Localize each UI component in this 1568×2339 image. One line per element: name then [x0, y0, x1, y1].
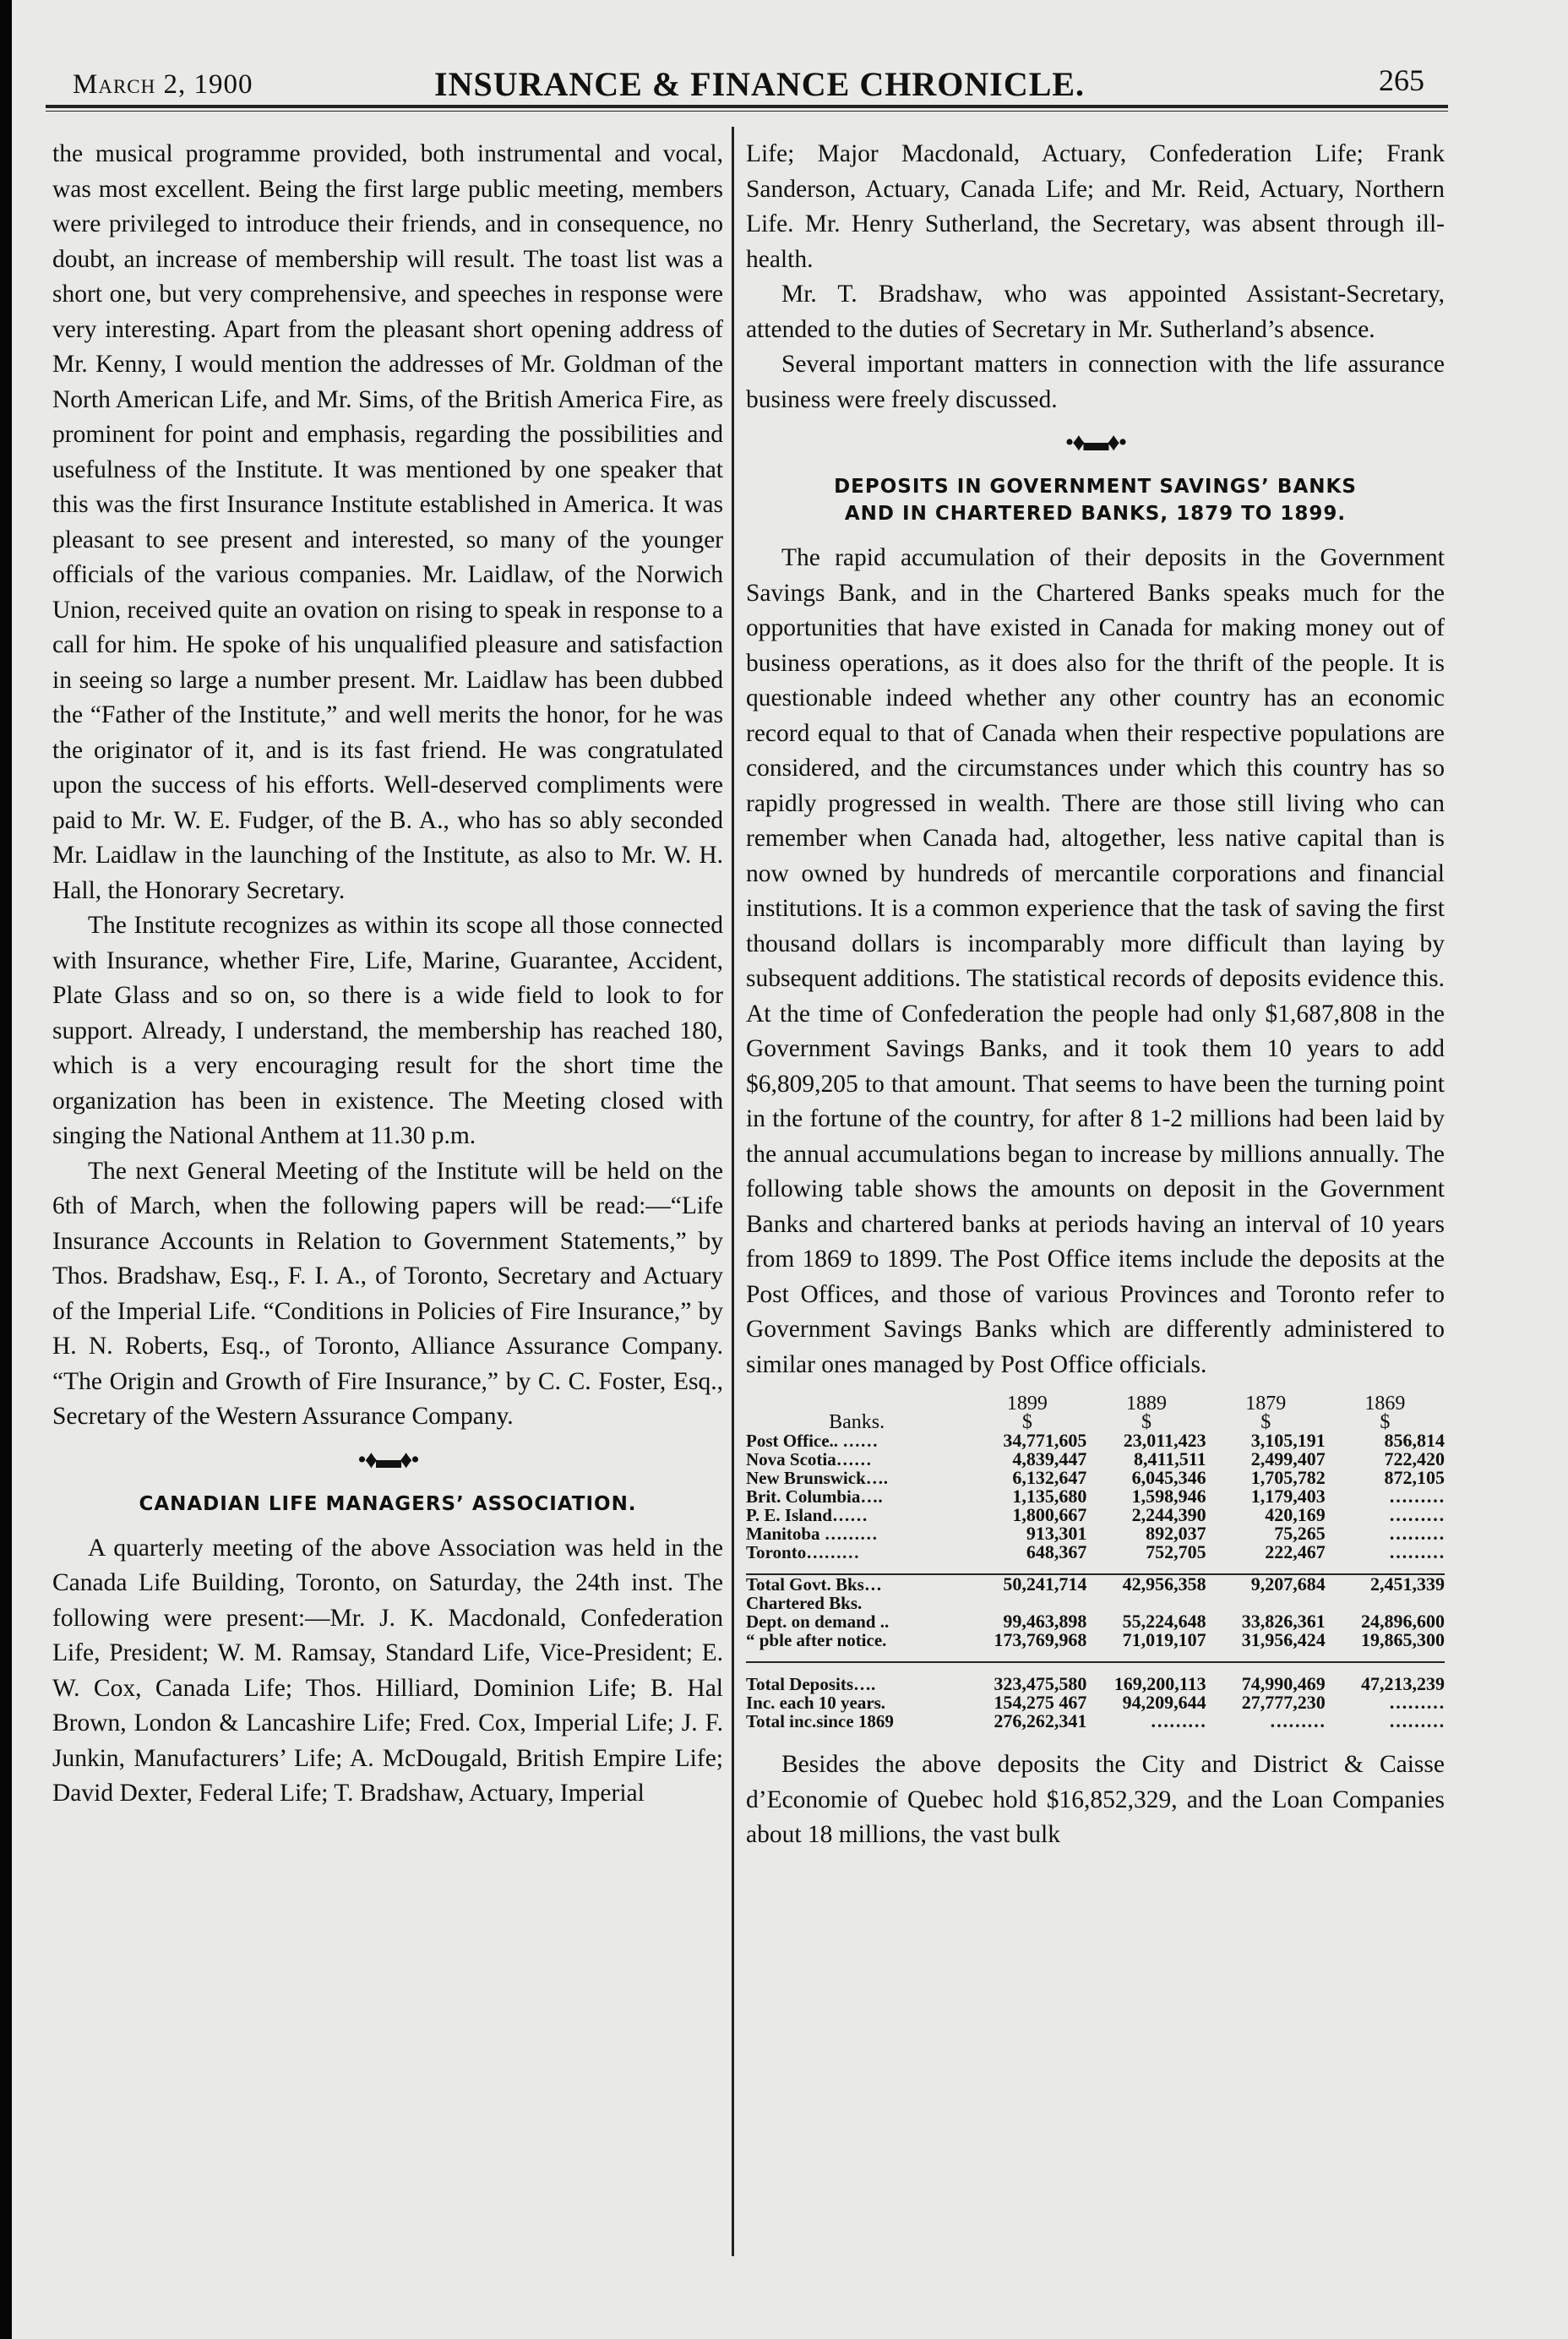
- table-cell: [1326, 1562, 1445, 1574]
- table-cell: ………: [1389, 1523, 1445, 1544]
- newspaper-page: [12, 0, 1568, 2339]
- row-label: Total inc.since 1869: [746, 1711, 894, 1731]
- table-cell: 2,244,390: [1131, 1504, 1206, 1525]
- section-heading: CANADIAN LIFE MANAGERS’ ASSOCIATION.: [139, 1492, 637, 1515]
- table-cell: 6,132,647: [1012, 1467, 1087, 1488]
- dollar-sign: $: [1021, 1411, 1032, 1433]
- ornament-divider: •♦▬♦•: [1064, 428, 1126, 456]
- year-header: 1879: [1245, 1393, 1287, 1415]
- table-cell: 2,499,407: [1250, 1448, 1326, 1469]
- table-row: [746, 1469, 1445, 1487]
- table-cell: 323,475,580: [994, 1673, 1087, 1694]
- table-cell: 913,301: [1026, 1523, 1087, 1544]
- table-cell: [967, 1562, 1086, 1574]
- table-row: [746, 1394, 1445, 1413]
- table-cell: 94,209,644: [1122, 1692, 1206, 1713]
- table-row: [746, 1612, 1445, 1631]
- table-row: [746, 1487, 1445, 1506]
- table-cell: 1,705,782: [1250, 1467, 1326, 1488]
- table-cell: [1086, 1649, 1206, 1662]
- table-cell: [746, 1662, 967, 1675]
- paragraph: The rapid accumulation of their deposits in the Government Savings Bank, and in the Chartered Banks speaks much for the opportunities that have existed in Canada for making money out of business operations, as it does also for the thrift of the people. It is questionable indeed whether any other country has an economic record equal to that of Canada when their respective populations are considered, and the circumstances under which this country has so rapidly progressed in wealth. There are those still living who can remember when Canada had, altogether, less native capital than is now owned by hundreds of mercantile corporations and financial institutions. It is a common experience that the task of saving the first thousand dollars is incomparably more difficult than laying by subsequent additions. The statistical records of deposits evidence this. At the time of Confederation the people had only $1,687,808 in the Government Savings Banks, and it took them 10 years to add $6,809,205 to that amount. That seems to have been the turning point in the fortune of the country, for after 8 1-2 millions had been laid by the annual accumulations began to increase by millions annually. The following table shows the amounts on deposit in the Government Banks and chartered banks at periods having an interval of 10 years from 1869 to 1899. The Post Office items include the deposits at the Post Offices, and those of various Provinces and Toronto refer to Government Savings Banks which are differently administered to similar ones managed by Post Office officials.: [746, 544, 1445, 1378]
- table-cell: 33,826,361: [1241, 1611, 1326, 1632]
- dollar-sign: $: [1260, 1411, 1271, 1433]
- table-cell: 420,169: [1265, 1504, 1326, 1525]
- table-cell: 34,771,605: [1003, 1430, 1087, 1451]
- table-cell: 47,213,239: [1361, 1673, 1445, 1694]
- table-cell: 154,275 467: [994, 1692, 1087, 1713]
- table-cell: [746, 1394, 967, 1413]
- table-label: Banks.: [829, 1411, 885, 1433]
- table-row: [746, 1506, 1445, 1524]
- table-row: [746, 1413, 1445, 1431]
- year-header: 1889: [1126, 1393, 1167, 1415]
- table-cell: 23,011,423: [1123, 1430, 1206, 1451]
- table-row: [746, 1562, 1445, 1574]
- table-cell: [746, 1649, 967, 1662]
- table-cell: 42,956,358: [1122, 1573, 1206, 1595]
- table-cell: 50,241,714: [1003, 1573, 1087, 1595]
- row-label: Inc. each 10 years.: [746, 1693, 886, 1713]
- table-cell: 648,367: [1026, 1541, 1087, 1562]
- table-row: [746, 1662, 1445, 1675]
- table-cell: [1206, 1594, 1326, 1612]
- table-cell: 2,451,339: [1370, 1573, 1445, 1595]
- table-row: [746, 1574, 1445, 1594]
- row-label: Toronto………: [746, 1542, 860, 1562]
- table-cell: ………: [1389, 1710, 1445, 1731]
- table-cell: [1206, 1649, 1326, 1662]
- table-cell: 169,200,113: [1113, 1673, 1206, 1694]
- paragraph: The next General Meeting of the Institute will be held on the 6th of March, when the following papers will be read:—“Life Insurance Accounts in Relation to Government Statements,” by Thos. Bradshaw, Esq., F. I. A., of Toronto, Secretary and Actuary of the Imperial Life. “Conditions in Policies of Fire Insurance,” by H. N. Roberts, Esq., of Toronto, Alliance Assurance Company. “The Origin and Growth of Fire Insurance,” by C. C. Foster, Esq., Secretary of the Western Assurance Company.: [52, 1157, 723, 1430]
- table-cell: ………: [1389, 1486, 1445, 1507]
- table-cell: 27,777,230: [1241, 1692, 1326, 1713]
- column-divider: [732, 127, 734, 2256]
- table-row: [746, 1631, 1445, 1649]
- header-rule-thin: [46, 111, 1448, 112]
- page-number: 265: [1379, 63, 1424, 97]
- table-row: [746, 1543, 1445, 1562]
- table-cell: ………: [1389, 1504, 1445, 1525]
- table-cell: [967, 1594, 1086, 1612]
- table-cell: [1086, 1562, 1206, 1574]
- row-label: Post Office.. ……: [746, 1431, 879, 1451]
- paragraph: A quarterly meeting of the above Association was held in the Canada Life Building, Toronto, on Saturday, the 24th inst. The following were present:—Mr. J. K. Macdonald, Confederation Life, President; W. M. Ramsay, Standard Life, Vice-President; E. W. Cox, Canada Life; Thos. Hilliard, Dominion Life; B. Hal Brown, London & Lancashire Life; Fred. Cox, Imperial Life; J. F. Junkin, Manufacturers’ Life; A. McDougald, British Empire Life; David Dexter, Federal Life; T. Bradshaw, Actuary, Imperial: [52, 1534, 723, 1807]
- table-cell: 24,896,600: [1361, 1611, 1445, 1632]
- row-label: Total Govt. Bks…: [746, 1574, 882, 1595]
- year-header: 1899: [1006, 1393, 1048, 1415]
- right-column: [746, 137, 1445, 1853]
- heading-line: AND IN CHARTERED BANKS, 1879 TO 1899.: [844, 503, 1347, 525]
- table-cell: ………: [1150, 1710, 1206, 1731]
- table-cell: 222,467: [1265, 1541, 1326, 1562]
- paragraph: The Institute recognizes as within its scope all those connected with Insurance, whether Fire, Life, Marine, Guarantee, Accident, Plate Glass and so on, so there is a wide field to look to for support. Already, I understand, the membership has reached 180, which is a very encouraging result for the short time the organization has been in existence. The Meeting closed with singing the National Anthem at 11.30 p.m.: [52, 912, 723, 1149]
- scan-edge: [0, 0, 12, 2339]
- table-cell: 19,865,300: [1361, 1629, 1445, 1650]
- table-cell: [746, 1562, 967, 1574]
- table-cell: ………: [1269, 1710, 1326, 1731]
- row-label: Chartered Bks.: [746, 1593, 863, 1613]
- table-row: [746, 1649, 1445, 1662]
- table-cell: [1326, 1594, 1445, 1612]
- table-cell: 6,045,346: [1131, 1467, 1206, 1488]
- table-cell: 722,420: [1384, 1448, 1445, 1469]
- row-label: P. E. Island……: [746, 1505, 868, 1525]
- table-cell: 892,037: [1146, 1523, 1206, 1544]
- table-cell: 74,990,469: [1241, 1673, 1326, 1694]
- table-cell: 856,814: [1384, 1430, 1445, 1451]
- table-cell: 99,463,898: [1003, 1611, 1087, 1632]
- table-row: [746, 1431, 1445, 1450]
- row-label: Nova Scotia……: [746, 1449, 872, 1469]
- table-cell: [1086, 1594, 1206, 1612]
- table-cell: 3,105,191: [1250, 1430, 1326, 1451]
- table-cell: 71,019,107: [1122, 1629, 1206, 1650]
- row-label: Brit. Columbia….: [746, 1486, 883, 1507]
- row-label: “ pble after notice.: [746, 1630, 887, 1650]
- paragraph: Besides the above deposits the City and District & Caisse d’Economie of Quebec hold $16,852,329, and the Loan Companies about 18 millions, the vast bulk: [746, 1751, 1445, 1848]
- paragraph: the musical programme provided, both instrumental and vocal, was most excellent. Being the first large public meeting, members were privileged to introduce their friends, and in consequence, no doubt, an increase of membership will result. The toast list was a short one, but very comprehensive, and speeches in response were very interesting. Apart from the pleasant short opening address of Mr. Kenny, I would mention the addresses of Mr. Goldman of the North American Life, and Mr. Sims, of the British America Fire, as prominent for point and emphasis, regarding the possibilities and usefulness of the Institute. It was mentioned by one speaker that this was the first Insurance Institute established in America. It was pleasant to see present and interested, so many of the younger officials of the various companies. Mr. Laidlaw, of the Norwich Union, received quite an ovation on rising to speak in response to a call for him. He spoke of his unqualified pleasure and satisfaction in seeing so large a number present. Mr. Laidlaw has been dubbed the “Father of the Institute,” and well merits the honor, for he was the originator of it, and is its fast friend. He was congratulated upon the success of his efforts. Well-deserved compliments were paid to Mr. W. E. Fudger, of the B. A., who has so ably seconded Mr. Laidlaw in the launching of the Institute, as also to Mr. W. H. Hall, the Honorary Secretary.: [52, 140, 723, 904]
- table-cell: 1,598,946: [1131, 1486, 1206, 1507]
- table-row: [746, 1675, 1445, 1693]
- table-cell: 1,179,403: [1250, 1486, 1326, 1507]
- dollar-sign: $: [1380, 1411, 1391, 1433]
- table-cell: [967, 1649, 1086, 1662]
- section-heading: [746, 473, 1445, 527]
- table-row: [746, 1594, 1445, 1612]
- table-row: [746, 1450, 1445, 1469]
- table-cell: 1,800,667: [1012, 1504, 1087, 1525]
- table-row: [746, 1524, 1445, 1543]
- table-cell: ………: [1389, 1541, 1445, 1562]
- table-cell: 4,839,447: [1012, 1448, 1087, 1469]
- table-cell: [1326, 1649, 1445, 1662]
- paragraph: Life; Major Macdonald, Actuary, Confederation Life; Frank Sanderson, Actuary, Canada Life; and Mr. Reid, Actuary, Northern Life. Mr. Henry Sutherland, the Secretary, was absent through ill-health.: [746, 140, 1445, 273]
- table-row: [746, 1693, 1445, 1712]
- table-cell: 75,265: [1274, 1523, 1326, 1544]
- issue-date: March 2, 1900: [73, 69, 253, 100]
- table-cell: 9,207,684: [1250, 1573, 1326, 1595]
- table-row: [746, 1712, 1445, 1731]
- row-label: Dept. on demand ..: [746, 1611, 890, 1632]
- table-cell: 276,262,341: [994, 1710, 1087, 1731]
- dollar-sign: $: [1141, 1411, 1152, 1433]
- table-cell: 31,956,424: [1241, 1629, 1326, 1650]
- table-cell: 173,769,968: [994, 1629, 1087, 1650]
- table-cell: 55,224,648: [1122, 1611, 1206, 1632]
- row-label: Manitoba ………: [746, 1524, 878, 1544]
- table-cell: 752,705: [1146, 1541, 1206, 1562]
- deposits-table: [746, 1394, 1445, 1731]
- header-rule: [46, 105, 1448, 108]
- table-cell: [1206, 1562, 1326, 1574]
- year-header: 1869: [1364, 1393, 1406, 1415]
- row-label: Total Deposits….: [746, 1674, 876, 1694]
- paragraph: Several important matters in connection with the life assurance business were freely discussed.: [746, 351, 1445, 413]
- table-cell: 8,411,511: [1134, 1448, 1206, 1469]
- ornament-divider: •♦▬♦•: [357, 1445, 418, 1474]
- row-label: New Brunswick….: [746, 1468, 889, 1488]
- left-column: [52, 137, 723, 1812]
- table-cell: ………: [1389, 1692, 1445, 1713]
- heading-line: DEPOSITS IN GOVERNMENT SAVINGS’ BANKS: [834, 476, 1357, 498]
- publication-title: INSURANCE & FINANCE CHRONICLE.: [434, 65, 1086, 103]
- table-cell: 1,135,680: [1012, 1486, 1087, 1507]
- table-cell: 872,105: [1384, 1467, 1445, 1488]
- paragraph: Mr. T. Bradshaw, who was appointed Assistant-Secretary, attended to the duties of Secretary in Mr. Sutherland’s absence.: [746, 281, 1445, 343]
